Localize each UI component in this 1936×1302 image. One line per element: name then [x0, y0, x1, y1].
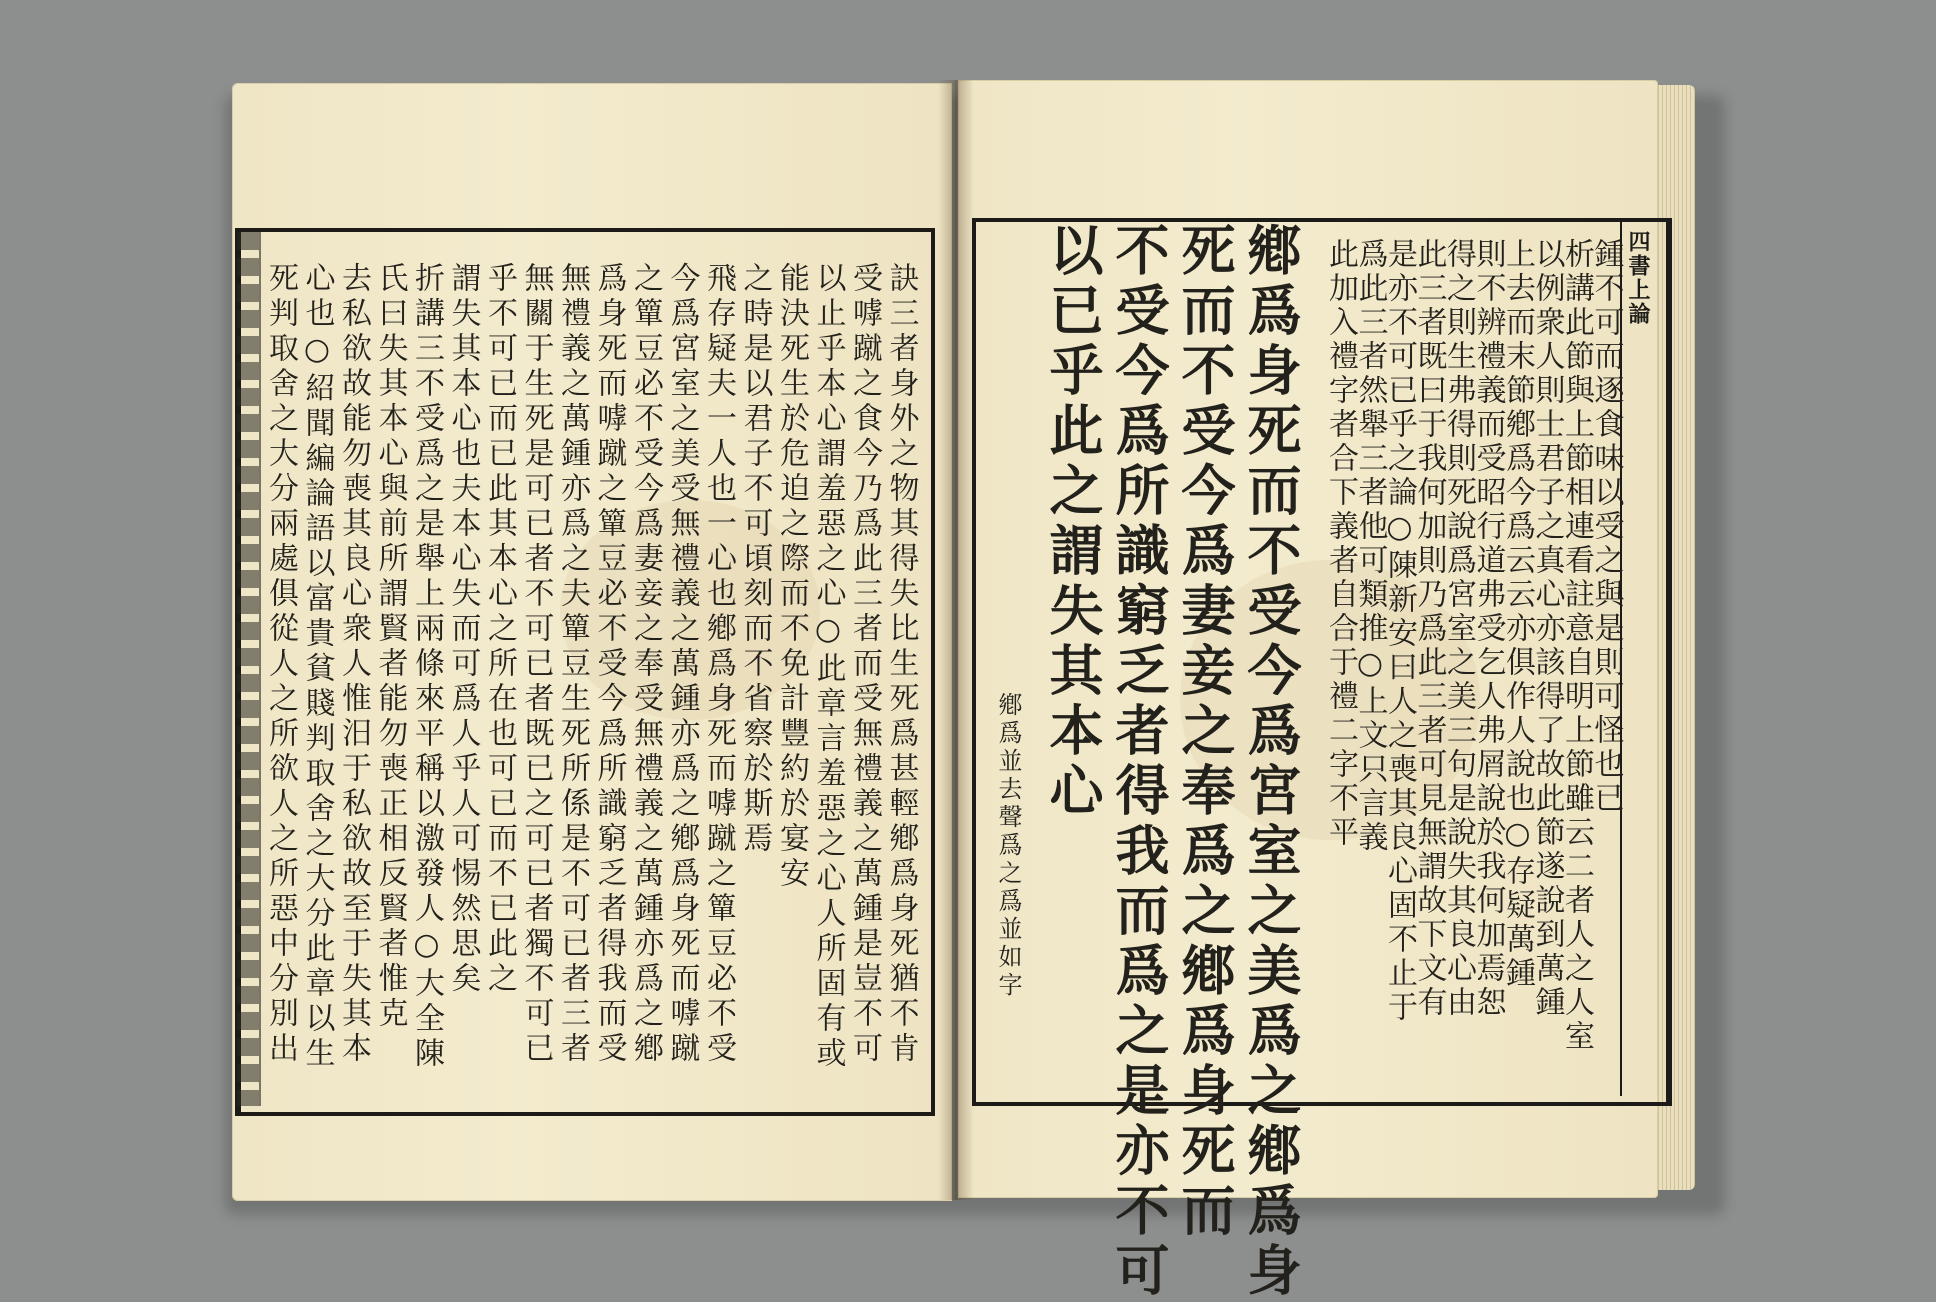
text-column: 之簞豆必不受今爲妻妾之奉受無禮義之萬鍾亦爲之鄕 — [628, 262, 663, 1067]
text-column-note: 鄕爲並去聲爲之爲並如字 — [994, 692, 1022, 1000]
spine-title: 四書上論 — [1625, 230, 1651, 326]
text-column: 析講此節與上節相連看註意自明上節雖云二者人之人室 — [1559, 238, 1594, 1054]
text-column: 死而不受今爲妻妾之奉爲之鄕爲身死而 — [1173, 222, 1237, 1242]
text-column: 爲身死而嘑蹴之簞豆必不受今爲所識窮乏者得我而受 — [591, 262, 627, 1067]
text-column: 受嘑蹴之食今乃爲此三者而受無禮義之萬鍾是豈不可 — [847, 262, 882, 1067]
text-column: 上去而末節鄕爲今爲云云亦俱作人說也○存疑萬鍾 — [1500, 238, 1535, 991]
text-column: 飛存疑夫一人也一心也鄕爲身死而嘑蹴之簞豆必不受 — [701, 262, 736, 1067]
text-column: 鄕爲身死而不受今爲宮室之美爲之鄕爲身 — [1239, 222, 1303, 1302]
text-column: 爲此三者然舉三者他可類推○上文只言義 — [1352, 238, 1388, 855]
text-column: 此三者既曰于我何加則乃爲此三者可見無謂故下文有 — [1411, 238, 1447, 1020]
text-column: 能決死生於危迫之際而不免計豐約於宴安 — [774, 262, 809, 892]
left-text-columns — [262, 262, 922, 1112]
book-gutter — [938, 80, 974, 1200]
text-column: 無禮義之萬鍾亦爲之夫簞豆生死所係是不可已者三者 — [555, 262, 590, 1067]
text-column: 死判取舍之大分兩處俱從人之所欲人之所惡中分別出 — [263, 262, 298, 1067]
text-column: 心也○紹聞編論語以富貴貧賤判取舍之大分此章以生 — [299, 262, 335, 1072]
text-column: 乎不可已而已此其本心之所在也可已而不已此之 — [482, 262, 517, 997]
text-column: 去私欲故能勿喪其良心衆人惟汨于私欲故至于失其本 — [336, 262, 371, 1067]
text-column: 此加入禮字者合下義者自合于禮二字不平 — [1323, 238, 1358, 850]
text-column: 今爲宮室之美受無禮義之萬鍾亦爲之鄕爲身死而嘑蹴 — [664, 262, 700, 1067]
text-column: 之時是以君子不可頃刻而不省察於斯焉 — [737, 262, 773, 857]
text-column: 以止乎本心謂羞惡之心○此章言羞惡之心人所固有或 — [810, 262, 846, 1072]
left-spine-band — [237, 232, 261, 1106]
right-spine-band — [1620, 220, 1660, 1096]
text-column: 訣三者身外之物其得失比生死爲甚輕鄕爲身死猶不肯 — [883, 262, 919, 1067]
text-column: 無關于生死是可已者不可已者既已之可已者獨不可已 — [518, 262, 554, 1067]
right-main-text — [990, 222, 1320, 1302]
text-column: 則不辨禮義而受昭行道弗受乞人弗屑說於我何加焉恕 — [1470, 238, 1506, 1020]
text-column: 不受今爲所識窮乏者得我而爲之是亦不可 — [1107, 222, 1171, 1302]
text-column: 氏曰失其本心與前所謂賢者能勿喪正相反賢者惟克 — [372, 262, 408, 1032]
text-column: 鍾不可而逐食味以受之與是則可怪也已 — [1588, 238, 1624, 816]
text-column: 以已乎此之謂失其本心 — [1041, 222, 1105, 822]
text-column: 是亦不可已乎之論○陳新安曰人之喪其良心固不止于 — [1382, 238, 1417, 1025]
text-column: 折講三不受爲之是舉上兩條來平稱以激發人○大全陳 — [409, 262, 444, 1072]
text-column: 謂失其本心也夫本心失而可爲人乎人可惕然思矣 — [445, 262, 481, 997]
right-commentary — [1320, 238, 1624, 1088]
text-column: 以例衆人則士君子之真心亦該得了故此節遂說到萬鍾 — [1529, 238, 1565, 1020]
text-column: 得之則生弗得則死說爲宮室之美三句是說失其良心由 — [1441, 238, 1476, 1020]
